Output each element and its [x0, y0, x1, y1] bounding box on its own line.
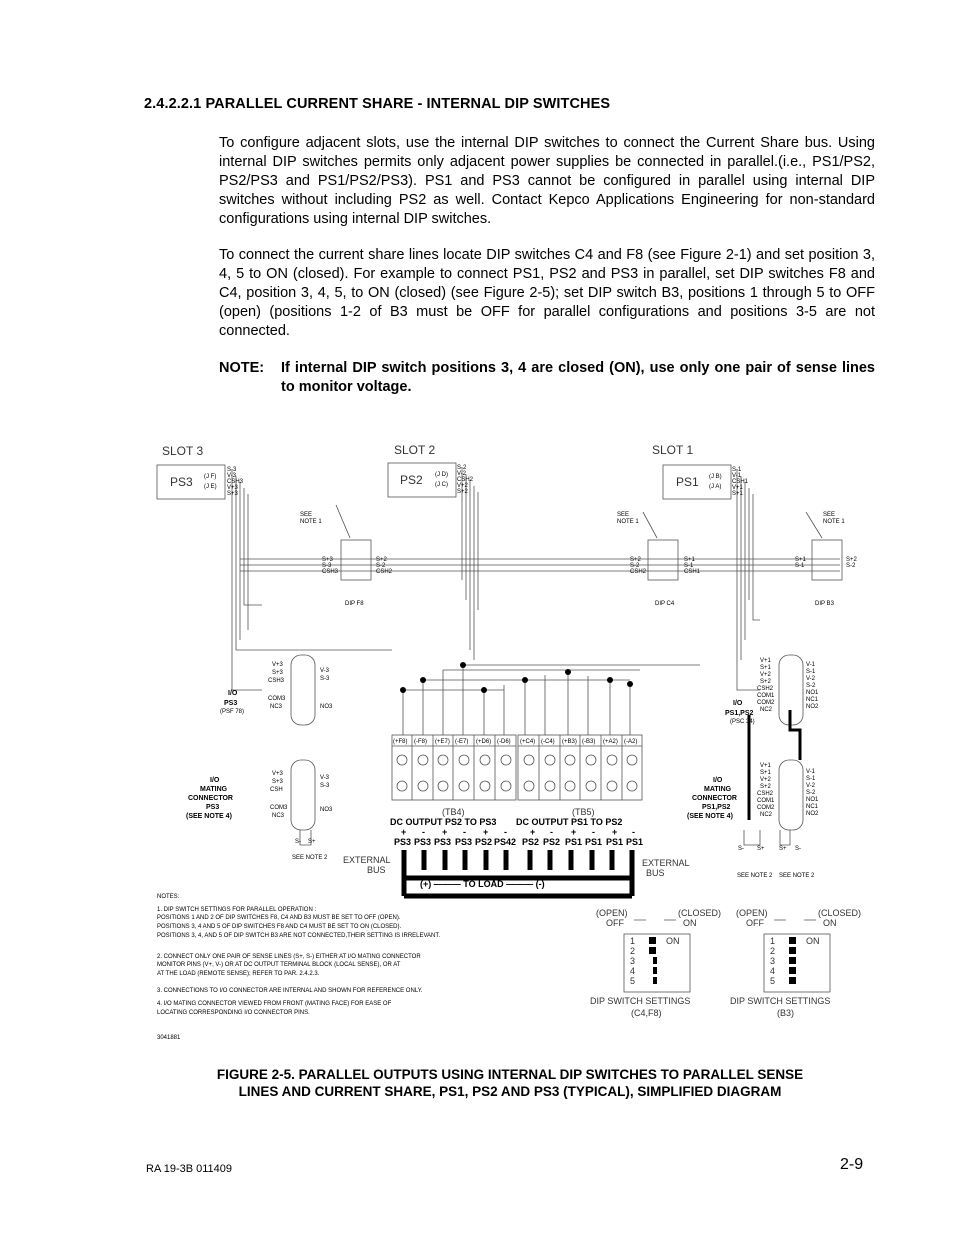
dip-pin: S+3 [322, 557, 333, 563]
note-line: AT THE LOAD (REMOTE SENSE); REFER TO PAR. 2.4.2.3. [157, 971, 320, 977]
polarity: - [632, 827, 635, 837]
external-bus-left: EXTERNAL [343, 855, 391, 865]
dip-pin: S+2 [376, 557, 387, 563]
legend-off: OFF [746, 918, 764, 928]
mating-right: PS1,PS2 [702, 804, 731, 811]
see-note-1: SEE [617, 512, 630, 518]
dc-output-right: DC OUTPUT PS1 TO PS2 [516, 817, 623, 827]
terminal-label: (-C4) [541, 739, 555, 745]
dip-pin: S+1 [684, 557, 695, 563]
io-pin: NC2 [760, 707, 773, 713]
io-ps3-part: (PSF 78) [220, 709, 245, 715]
mating-pin: V+2 [760, 777, 771, 783]
legend-on-inner: ON [666, 936, 680, 946]
page-number: 2-9 [840, 1156, 864, 1173]
pin-label: S+1 [732, 491, 743, 497]
output-label: PS3 [455, 837, 473, 847]
figure-caption-line1: FIGURE 2-5. PARALLEL OUTPUTS USING INTERNAL DIP SWITCHES TO PARALLEL SENSE [216, 1067, 804, 1082]
pin-label: V+3 [227, 485, 238, 491]
paragraph-1: To configure adjacent slots, use the internal DIP switches to connect the Current Share bus. Using internal DIP switches permits only adjacent power supplies be connected in parallel.(i.e., PS1/PS2, PS2/PS3 and PS1/PS2/PS3). PS1 and PS3 cannot be configured in parallel using internal DIP switches without including PS2 as well. Contact Kepco Applications Engineering for non-standard configurations using internal DIP switches. [219, 135, 875, 227]
jack-jf: (J F) [204, 474, 217, 480]
legend-pos: 4 [770, 966, 776, 976]
pin-label: S-3 [227, 467, 237, 473]
dip-settings-title-left: DIP SWITCH SETTINGS [590, 996, 691, 1006]
dc-output-left: DC OUTPUT PS2 TO PS3 [390, 817, 497, 827]
io-ps3-title: I/O [228, 690, 238, 697]
polarity: + [442, 827, 448, 837]
dip-pin: S-3 [322, 563, 332, 569]
io-pin: V-3 [320, 668, 330, 674]
terminal-label: (-E7) [455, 739, 469, 745]
jack-je: (J E) [204, 484, 217, 490]
mating-left: PS3 [206, 804, 220, 811]
legend-on-inner: ON [806, 936, 820, 946]
terminal-label: (-B3) [582, 739, 596, 745]
output-label: PS1 [585, 837, 603, 847]
io-ps12-part: (PSC 34) [730, 719, 755, 725]
mating-pin: COM3 [270, 805, 288, 811]
slot1-label: SLOT 1 [652, 443, 694, 457]
note-line: POSITIONS 1 AND 2 OF DIP SWITCHES F8, C4 AND B3 MUST BE SET TO OFF (OPEN). [157, 915, 401, 921]
mating-pin: COM2 [757, 805, 775, 811]
output-label: PS1 [606, 837, 624, 847]
figure-caption-line2: LINES AND CURRENT SHARE, PS1, PS2 AND PS3 (TYPICAL), SIMPLIFIED DIAGRAM [238, 1084, 782, 1099]
dip-pin: S-2 [846, 563, 856, 569]
mating-pin: S-1 [806, 776, 816, 782]
io-pin: S-3 [320, 676, 330, 682]
mating-pin: S-2 [806, 790, 816, 796]
io-pin: V+1 [760, 658, 771, 664]
output-label: PS2 [475, 837, 493, 847]
external-bus-left: BUS [367, 865, 386, 875]
polarity: - [463, 827, 466, 837]
ps3-label: PS3 [170, 475, 193, 489]
pin-label: S+3 [227, 491, 238, 497]
io-pin: V+2 [760, 672, 771, 678]
io-pin: V-1 [806, 662, 816, 668]
polarity: + [401, 827, 407, 837]
ps1-label: PS1 [676, 475, 699, 489]
legend-off: OFF [606, 918, 624, 928]
s-label: S- [795, 846, 801, 852]
jack-ja: (J A) [709, 484, 722, 490]
terminal-label: (+B3) [562, 739, 577, 745]
note-line: MONITOR PINS (V+, V-) OR AT DC OUTPUT TERMINAL BLOCK (LOCAL SENSE), OR AT [157, 962, 401, 968]
notes-title: NOTES: [157, 894, 180, 900]
pin-label: V-1 [732, 473, 742, 479]
tb4-label: (TB4) [442, 807, 465, 817]
pin-label: V-2 [457, 471, 467, 477]
legend-pos: 4 [630, 966, 636, 976]
terminal-label: (+C4) [520, 739, 536, 745]
note-line: 3. CONNECTIONS TO I/O CONNECTOR ARE INTERNAL AND SHOWN FOR REFERENCE ONLY. [157, 988, 423, 994]
mating-left: I/O [210, 777, 220, 784]
dip-pin: S+1 [795, 557, 806, 563]
slot3-label: SLOT 3 [162, 444, 204, 458]
dip-pin: S-1 [684, 563, 694, 569]
polarity: - [592, 827, 595, 837]
io-pin: NC1 [806, 697, 819, 703]
drawing-number: 3041881 [157, 1035, 181, 1041]
jack-jd: (J D) [435, 472, 448, 478]
mating-left: MATING [200, 786, 228, 793]
dip-pin: CSH1 [684, 569, 701, 575]
paragraph-2: To connect the current share lines locate DIP switches C4 and F8 (see Figure 2-1) and set position 3, 4, 5 to ON (closed). For example to connect PS1, PS2 and PS3 in parallel, set DIP switches F8 and C4, position 3, 4, 5, to ON (closed) (see Figure 2-5); set DIP switch B3, positions 1 through 5 to OFF (open) (positions 1-2 of B3 must be OFF for parallel configurations and positions 3-5 are not connected. [219, 247, 875, 339]
io-pin: COM3 [268, 696, 286, 702]
pin-label: CSH1 [732, 479, 749, 485]
polarity: - [422, 827, 425, 837]
s-label: S+ [779, 846, 787, 852]
mating-pin: S+2 [760, 784, 771, 790]
note-label: NOTE: [219, 360, 265, 376]
legend-closed: (CLOSED) [818, 908, 862, 918]
external-bus-right: BUS [646, 868, 665, 878]
legend-on: ON [823, 918, 837, 928]
pin-label: V+1 [732, 485, 743, 491]
ps2-label: PS2 [400, 473, 423, 487]
io-pin: NO2 [806, 704, 819, 710]
note-text: If internal DIP switch positions 3, 4 are closed (ON), use only one pair of sense lines to monitor voltage. [281, 360, 875, 395]
see-note-1: SEE [300, 512, 313, 518]
mating-pin: NO3 [320, 807, 333, 813]
io-pin: NO1 [806, 690, 819, 696]
io-pin: CSH3 [268, 678, 285, 684]
mating-pin: V-1 [806, 769, 816, 775]
note-line: 2. CONNECT ONLY ONE PAIR OF SENSE LINES (S+, S-) EITHER AT I/O MATING CONNECTOR [157, 954, 421, 960]
mating-pin: NC3 [272, 813, 285, 819]
section-heading: 2.4.2.2.1 PARALLEL CURRENT SHARE - INTERNAL DIP SWITCHES [144, 96, 611, 112]
note-line: 1. DIP SWITCH SETTINGS FOR PARALLEL OPERATION : [157, 907, 317, 913]
mating-pin: COM1 [757, 798, 775, 804]
io-pin: COM1 [757, 693, 775, 699]
dip-pin: S+2 [630, 557, 641, 563]
see-note-2: SEE NOTE 2 [737, 873, 773, 879]
terminal-label: (+D6) [476, 739, 492, 745]
io-pin: NO3 [320, 704, 333, 710]
terminal-label: (+A2) [603, 739, 618, 745]
legend-pos: 5 [770, 976, 776, 986]
dip-c4-label: DIP C4 [655, 601, 675, 607]
see-note-1: SEE [823, 512, 836, 518]
terminal-label: (+F8) [393, 739, 408, 745]
mating-pin: CSH2 [757, 791, 774, 797]
legend-pos: 2 [630, 946, 636, 956]
pin-label: V-3 [227, 473, 237, 479]
note-line: 4. I/O MATING CONNECTOR VIEWED FROM FRONT (MATING FACE) FOR EASE OF [157, 1001, 392, 1007]
polarity: + [571, 827, 577, 837]
legend-pos: 3 [630, 956, 636, 966]
dip-pin: CSH2 [630, 569, 647, 575]
note-line: LOCATING CORRESPONDING I/O CONNECTOR PINS. [157, 1010, 310, 1016]
to-load-label: (+) ——— TO LOAD ——— (-) [420, 879, 545, 889]
legend-pos: 1 [770, 936, 776, 946]
polarity: - [504, 827, 507, 837]
jack-jc: (J C) [435, 482, 448, 488]
mating-pin: NC2 [760, 812, 773, 818]
tb5-label: (TB5) [572, 807, 595, 817]
see-note-1: NOTE 1 [823, 519, 845, 525]
dip-pin: CSH3 [322, 569, 339, 575]
legend-on: ON [683, 918, 697, 928]
io-ps12-title: I/O [733, 700, 743, 707]
io-pin: COM2 [757, 700, 775, 706]
legend-pos: 2 [770, 946, 776, 956]
mating-right: (SEE NOTE 4) [687, 813, 733, 820]
output-label: PS3 [414, 837, 432, 847]
pin-label: CSH2 [457, 477, 474, 483]
io-pin: V-2 [806, 676, 816, 682]
output-label: PS42 [494, 837, 517, 847]
output-label: PS3 [394, 837, 412, 847]
io-pin: S-2 [806, 683, 816, 689]
pin-label: V+2 [457, 483, 468, 489]
terminal-label: (+E7) [435, 739, 450, 745]
dip-pin: S-2 [630, 563, 640, 569]
pin-label: S+2 [457, 489, 468, 495]
see-note-2: SEE NOTE 2 [292, 855, 328, 861]
dip-f8-label: DIP F8 [345, 601, 364, 607]
output-label: PS1 [626, 837, 644, 847]
mating-right: I/O [713, 777, 723, 784]
mating-pin: S+3 [272, 779, 283, 785]
note-line: POSITIONS 3, 4 AND 5 OF DIP SWITCHES F8 AND C4 MUST BE SET TO ON (CLOSED). [157, 924, 402, 930]
mating-left: CONNECTOR [188, 795, 233, 802]
io-ps12-name: PS1,PS2 [725, 710, 754, 717]
pin-label: S-1 [732, 467, 742, 473]
io-pin: V+3 [272, 662, 283, 668]
mating-left: (SEE NOTE 4) [186, 813, 232, 820]
dip-pin: CSH2 [376, 569, 393, 575]
jack-jb: (J B) [709, 474, 722, 480]
dip-pin: S-2 [376, 563, 386, 569]
legend-open: (OPEN) [596, 908, 628, 918]
mating-pin: NO2 [806, 811, 819, 817]
io-pin: S-1 [806, 669, 816, 675]
external-bus-right: EXTERNAL [642, 858, 690, 868]
output-label: PS3 [434, 837, 452, 847]
polarity: + [612, 827, 618, 837]
dip-pin: S+2 [846, 557, 857, 563]
mating-pin: S+1 [760, 770, 771, 776]
s-label: S- [295, 839, 301, 845]
mating-pin: CSH [270, 787, 283, 793]
terminal-label: (-D6) [497, 739, 511, 745]
pin-label: CSH3 [227, 479, 244, 485]
legend-pos: 3 [770, 956, 776, 966]
io-pin: S+1 [760, 665, 771, 671]
terminal-label: (-A2) [624, 739, 638, 745]
io-ps3-name: PS3 [224, 700, 238, 707]
io-pin: S+2 [760, 679, 771, 685]
legend-open: (OPEN) [736, 908, 768, 918]
mating-pin: V+1 [760, 763, 771, 769]
note-line: POSITIONS 3, 4, AND 5 OF DIP SWITCH B3 ARE NOT CONNECTED,THEIR SETTING IS IRRELEVANT. [157, 933, 441, 939]
mating-pin: V-3 [320, 775, 330, 781]
dip-settings-title-right: DIP SWITCH SETTINGS [730, 996, 831, 1006]
slot2-label: SLOT 2 [394, 443, 436, 457]
s-label: S- [738, 846, 744, 852]
output-label: PS1 [565, 837, 583, 847]
polarity: - [550, 827, 553, 837]
mating-pin: NO1 [806, 797, 819, 803]
pin-label: S-2 [457, 465, 467, 471]
see-note-1: NOTE 1 [617, 519, 639, 525]
polarity: + [483, 827, 489, 837]
s-label: S+ [757, 846, 765, 852]
dip-settings-sub-right: (B3) [777, 1008, 795, 1018]
s-label: S+ [308, 839, 316, 845]
see-note-1: NOTE 1 [300, 519, 322, 525]
io-pin: S+3 [272, 670, 283, 676]
mating-pin: V+3 [272, 771, 283, 777]
output-label: PS2 [522, 837, 540, 847]
io-pin: CSH2 [757, 686, 774, 692]
mating-right: MATING [704, 786, 732, 793]
io-pin: NC3 [270, 704, 283, 710]
terminal-label: (-F8) [414, 739, 427, 745]
dip-b3-label: DIP B3 [815, 601, 834, 607]
legend-closed: (CLOSED) [678, 908, 722, 918]
see-note-2: SEE NOTE 2 [779, 873, 815, 879]
polarity: + [530, 827, 536, 837]
footer-doc-id: RA 19-3B 011409 [146, 1163, 233, 1175]
dip-settings-sub-left: (C4,F8) [631, 1008, 662, 1018]
output-label: PS2 [543, 837, 561, 847]
legend-pos: 5 [630, 976, 636, 986]
legend-pos: 1 [630, 936, 636, 946]
dip-pin: S-1 [795, 563, 805, 569]
mating-pin: S-3 [320, 783, 330, 789]
mating-right: CONNECTOR [692, 795, 737, 802]
mating-pin: NC1 [806, 804, 819, 810]
mating-pin: V-2 [806, 783, 816, 789]
